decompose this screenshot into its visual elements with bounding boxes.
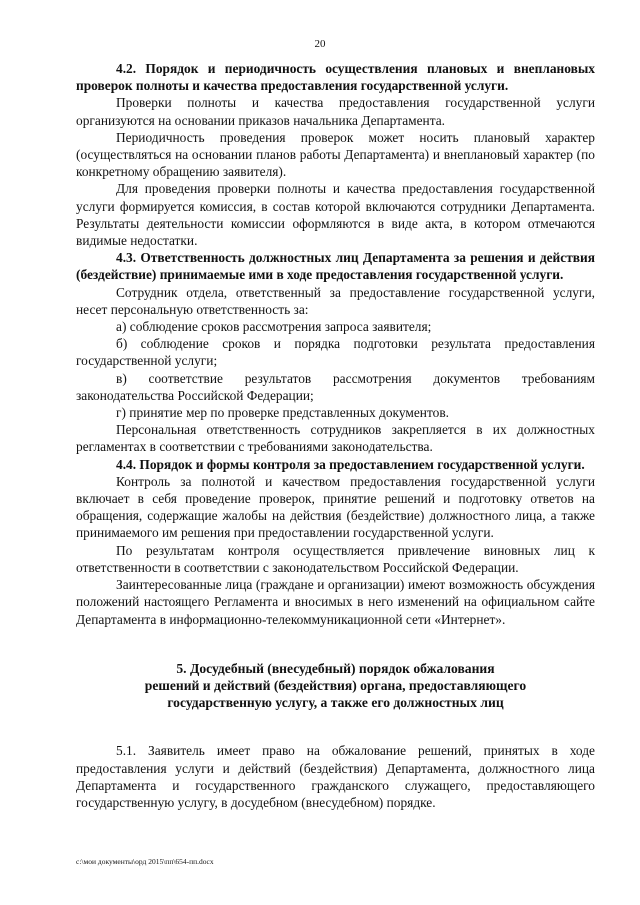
paragraph: г) принятие мер по проверке представленных документов. [116, 405, 449, 421]
section-title-line: государственную услугу, а также его должностных лиц [167, 695, 504, 711]
paragraph: а) соблюдение сроков рассмотрения запроса заявителя; [116, 319, 432, 335]
paragraph: Контроль за полнотой и качеством предоставления государственной услуги включает в себя проведение проверок, принятие решений и подготовку ответов на обращения, содержащие жалобы на действия (бездействие) должностного лица, а также принимаемого им решения при предоставлении государственной услуги. [76, 473, 595, 541]
section-5-text [76, 742, 595, 811]
paragraph: Проверки полноты и качества предоставления государственной услуги организуются на основании приказов начальника Департамента. [76, 95, 595, 128]
file-path-footer: c:\мои документы\орд 2015\пп\654-пп.docx [76, 857, 214, 866]
page-number: 20 [314, 38, 326, 50]
section-title-line: 5. Досудебный (внесудебный) порядок обжалования [176, 660, 495, 676]
section-4-text [76, 60, 595, 628]
paragraph: б) соблюдение сроков и порядка подготовки результата предоставления государственной услуги; [76, 336, 595, 369]
paragraph: Для проведения проверки полноты и качества предоставления государственной услуги формируется комиссия, в состав которой включаются сотрудники Департамента. Результаты деятельности комиссии оформляются в виде акта, в котором отмечаются видимые недостатки. [76, 181, 595, 249]
section-title-line: решений и действий (бездействия) органа, предоставляющего [144, 677, 527, 693]
paragraph: Сотрудник отдела, ответственный за предоставление государственной услуги, несет персональную ответственность за: [76, 284, 595, 317]
subsection-heading: 4.2. Порядок и периодичность осуществления плановых и внеплановых проверок полноты и качества предоставления государственной услуги. [76, 61, 595, 94]
paragraph: в) соответствие результатов рассмотрения документов требованиям законодательства Российской Федерации; [76, 370, 595, 403]
subsection-heading: 4.3. Ответственность должностных лиц Департамента за решения и действия (бездействие) принимаемые ими в ходе предоставления государственной услуги. [76, 250, 595, 283]
document-body [76, 60, 595, 811]
paragraph: 5.1. Заявитель имеет право на обжалование решений, принятых в ходе предоставления услуги и действий (бездействия) Департамента, должностного лица Департамента и государственного гражданского служащего, предоставляющего государственную услугу, в досудебном (внесудебном) порядке. [76, 743, 595, 810]
paragraph: Заинтересованные лица (граждане и организации) имеют возможность обсуждения положений настоящего Регламента и вносимых в него изменений на официальном сайте Департамента в информационно-телекоммуникационной сети «Интернет». [76, 577, 595, 627]
section-5-title [76, 660, 595, 712]
paragraph: Периодичность проведения проверок может носить плановый характер (осуществляться на основании планов работы Департамента) и внеплановый характер (по конкретному обращению заявителя). [76, 129, 595, 180]
paragraph: Персональная ответственность сотрудников закрепляется в их должностных регламентах в соответствии с требованиями законодательства. [76, 422, 595, 455]
subsection-heading: 4.4. Порядок и формы контроля за предоставлением государственной услуги. [116, 456, 585, 472]
paragraph: По результатам контроля осуществляется привлечение виновных лиц к ответственности в соответствии с законодательством Российской Федерации. [76, 542, 595, 575]
